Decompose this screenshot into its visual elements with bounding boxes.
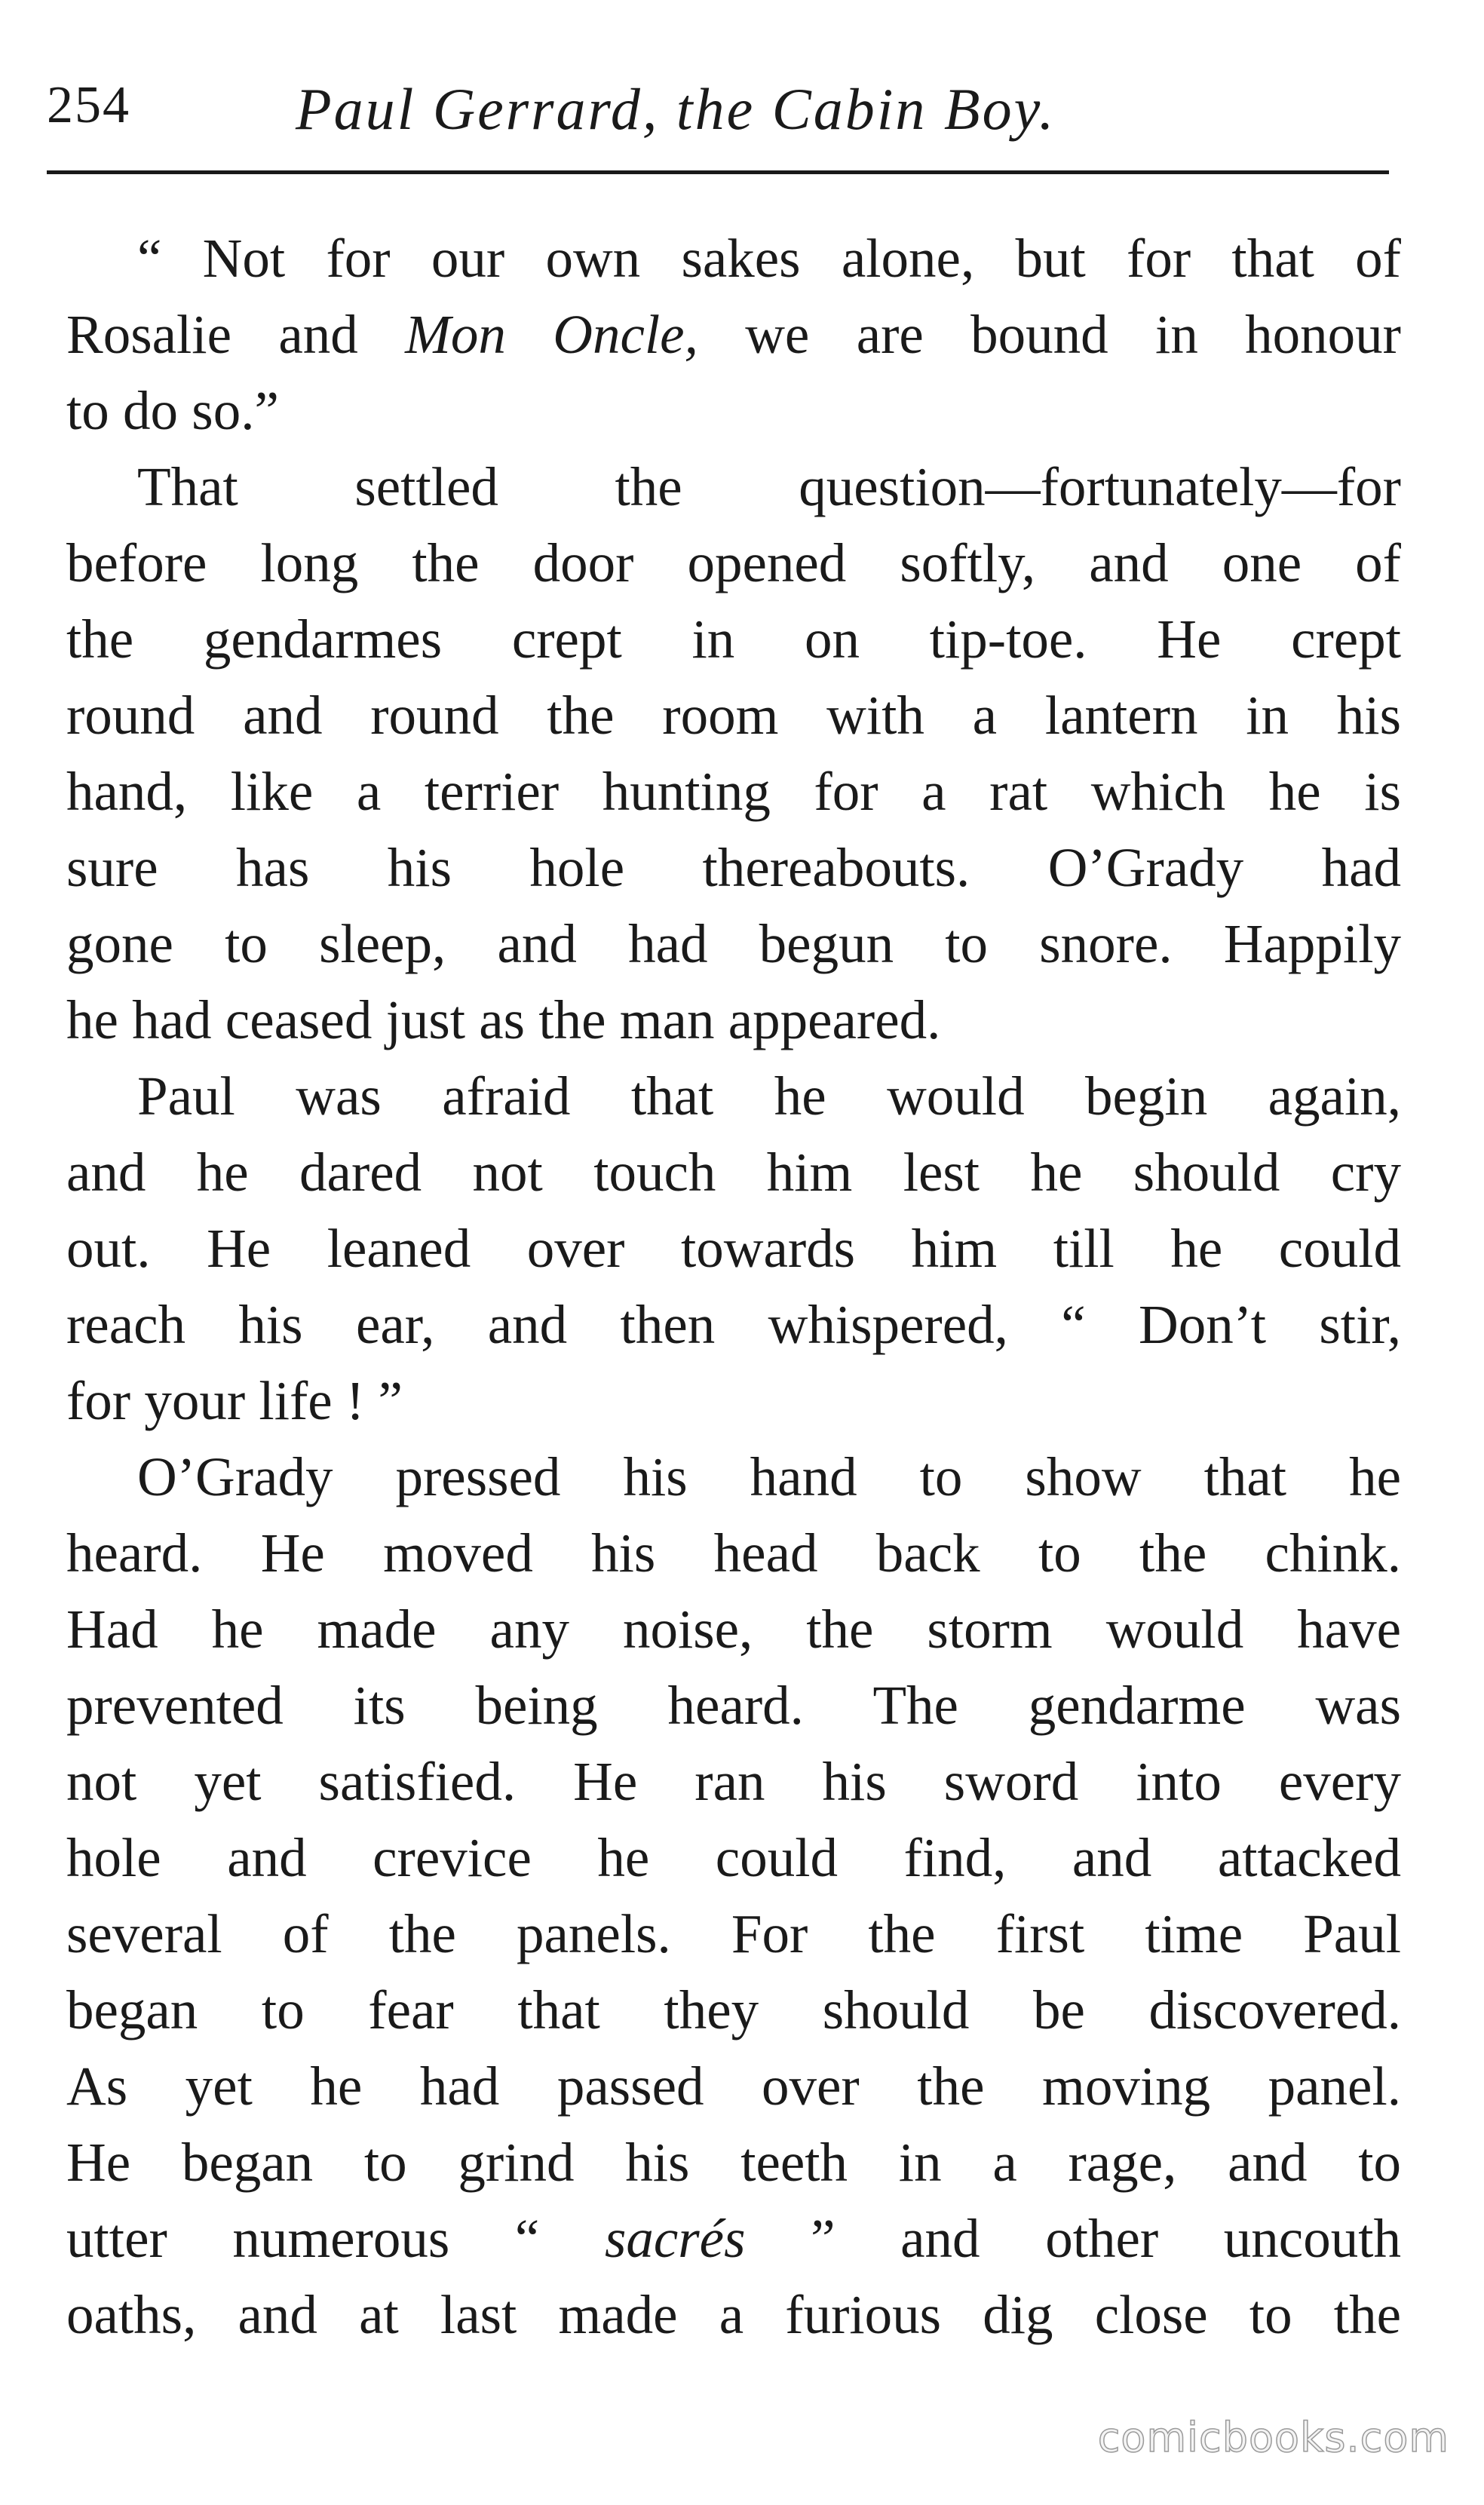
text-run: utter numerous “ [66, 2208, 605, 2269]
text-line: Paul was afraid that he would begin again, [137, 1065, 1401, 1127]
italic-text-run: sacrés [604, 2208, 746, 2269]
text-line: to do so.” [66, 380, 279, 441]
text-line: As yet he had passed over the moving panel. [66, 2056, 1401, 2117]
header-rule [47, 170, 1389, 174]
text-line: began to fear that they should be discovered. [66, 1979, 1401, 2040]
text-line: before long the door opened softly, and one of [66, 532, 1401, 593]
text-line: gone to sleep, and had begun to snore. Happily [66, 913, 1401, 974]
text-line: he had ceased just as the man appeared. [66, 989, 941, 1050]
text-line: He began to grind his teeth in a rage, and to [66, 2132, 1401, 2193]
body-text [66, 220, 1401, 2353]
text-line: hole and crevice he could find, and attacked [66, 1827, 1401, 1888]
text-run: ” and other uncouth [745, 2208, 1401, 2269]
text-run: we are bound in honour [698, 304, 1401, 365]
text-line: sure has his hole thereabouts. O’Grady had [66, 837, 1401, 898]
text-line: That settled the question—fortunately—for [137, 456, 1401, 517]
text-line: for your life ! ” [66, 1370, 403, 1431]
text-line [66, 2200, 1401, 2277]
text-line [66, 296, 1401, 373]
watermark: comicbooks.com [1097, 2414, 1449, 2461]
text-line: prevented its being heard. The gendarme was [66, 1675, 1401, 1736]
text-line: O’Grady pressed his hand to show that he [137, 1446, 1401, 1507]
text-line: several of the panels. For the first time Paul [66, 1903, 1401, 1964]
text-line: heard. He moved his head back to the chink. [66, 1522, 1401, 1584]
text-run: Rosalie and [66, 304, 406, 365]
running-title: Paul Gerrard, the Cabin Boy. [296, 76, 1056, 142]
text-line: round and round the room with a lantern in his [66, 685, 1401, 746]
text-line: Had he made any noise, the storm would have [66, 1599, 1401, 1660]
text-line: “ Not for our own sakes alone, but for that of [137, 228, 1401, 289]
text-line: hand, like a terrier hunting for a rat which he is [66, 761, 1401, 822]
page-header [47, 60, 1404, 166]
text-line: the gendarmes crept in on tip-toe. He crept [66, 609, 1401, 670]
text-line: reach his ear, and then whispered, “ Don’t stir, [66, 1294, 1401, 1355]
italic-text-run: Mon Oncle, [405, 304, 698, 365]
text-line: oaths, and at last made a furious dig close to the [66, 2284, 1401, 2345]
text-line: out. He leaned over towards him till he could [66, 1218, 1401, 1279]
page-number: 254 [47, 76, 130, 134]
text-line: and he dared not touch him lest he should cry [66, 1142, 1401, 1203]
text-line: not yet satisfied. He ran his sword into every [66, 1751, 1401, 1812]
